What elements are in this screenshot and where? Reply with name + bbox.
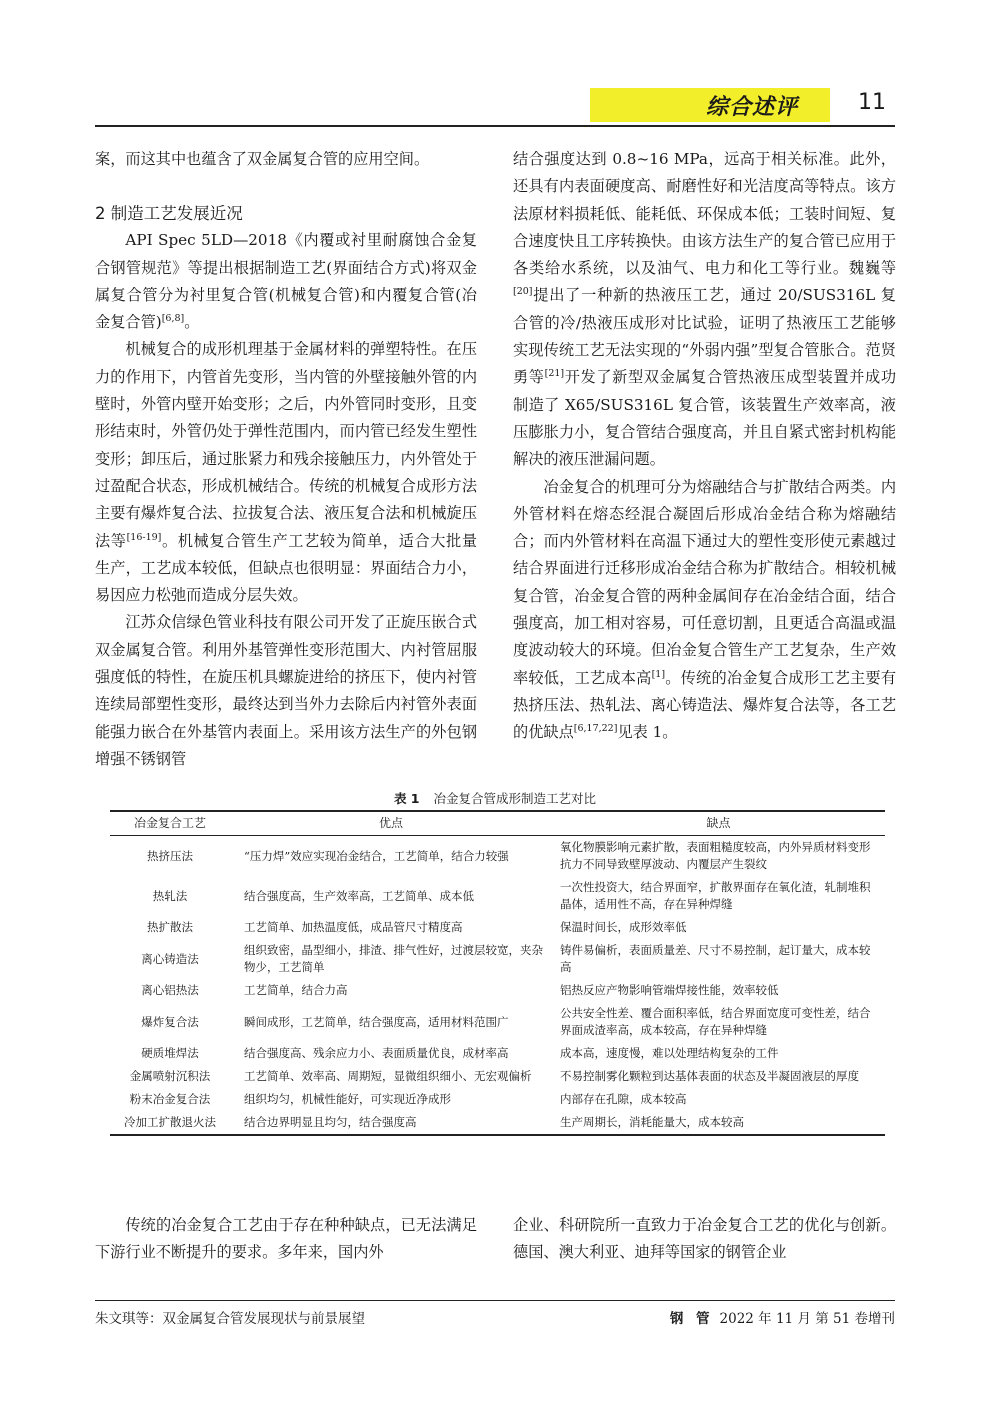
table-cell: 粉末冶金复合法 <box>129 1092 211 1106</box>
table-cell: 金属喷射沉积法 <box>129 1069 211 1083</box>
table-row <box>110 939 885 979</box>
paragraph: 企业、科研院所一直致力于冶金复合工艺的优化与创新。德国、澳大利亚、迪拜等国家的钢管企业 <box>513 1216 896 1262</box>
table-cell: 不易控制雾化颗粒到达基体表面的状态及半凝固液层的厚度 <box>560 1069 859 1083</box>
process-comparison-table <box>110 810 885 1136</box>
journal-info <box>670 1307 895 1327</box>
table-cell: 瞬间成形，工艺简单，结合强度高，适用材料范围广 <box>244 1014 509 1029</box>
table-title: 冶金复合管成形制造工艺对比 <box>433 791 597 806</box>
table-cell: 离心铝热法 <box>141 983 199 997</box>
table-row <box>110 916 885 939</box>
column-header: 冶金复合工艺 <box>110 811 230 836</box>
table-row <box>110 979 885 1002</box>
table-row <box>110 1042 885 1065</box>
table-cell: 热轧法 <box>152 888 188 903</box>
table-cell: 铝热反应产物影响管端焊接性能，效率较低 <box>560 983 779 997</box>
table-cell: 氧化物膜影响元素扩散，表面粗糙度较高，内外异质材料变形抗力不同导致壁厚波动、内覆层产生裂纹 <box>560 840 871 871</box>
table-row <box>110 1088 885 1111</box>
table-cell: 组织均匀，机械性能好，可实现近净成形 <box>244 1092 451 1106</box>
paragraph: 传统的冶金复合工艺由于存在种种缺点，已无法满足下游行业不断提升的要求。多年来，国内外 <box>95 1216 477 1262</box>
journal-name: 钢 管 <box>669 1311 714 1327</box>
table-cell: 一次性投资大，结合界面窄，扩散界面存在氧化渣，轧制堆积晶体，适用性不高，存在异种焊缝 <box>560 880 871 911</box>
table-cell: 结合边界明显且均匀，结合强度高 <box>230 1111 552 1135</box>
running-title: 朱文琪等：双金属复合管发展现状与前景展望 <box>95 1311 365 1327</box>
right-column <box>513 146 896 747</box>
table-cell: 公共安全性差、覆合面积率低，结合界面宽度可变性差，结合界面成渣率高，成本较高，存在异种焊缝 <box>560 1006 871 1037</box>
table-label: 表 1 <box>393 791 420 806</box>
table-cell: 热挤压法 <box>147 848 193 863</box>
header-rule <box>95 125 895 127</box>
citation[interactable]: [6,8] <box>161 313 185 325</box>
table-cell: 内部存在孔隙，成本较高 <box>560 1092 687 1106</box>
table-row <box>110 836 885 877</box>
footer-rule <box>95 1300 895 1301</box>
table-cell: 热扩散法 <box>147 920 193 934</box>
table-cell: 离心铸造法 <box>141 951 199 966</box>
paragraph: API Spec 5LD—2018《内覆或衬里耐腐蚀合金复合钢管规范》等提出根据制造工艺(界面结合方式)将双金属复合管分为衬里复合管(机械复合管)和内覆复合管(冶金复合管)[6,8]。 <box>95 231 477 332</box>
table-row <box>110 1002 885 1042</box>
table-cell: 爆炸复合法 <box>141 1014 199 1029</box>
citation[interactable]: [6,17,22] <box>573 723 618 735</box>
table-cell: 生产周期长，消耗能量大，成本较高 <box>552 1111 885 1135</box>
paragraph: 结合强度达到 0.8~16 MPa，远高于相关标准。此外，还具有内表面硬度高、耐磨性好和光洁度高等特点。该方法原材料损耗低、能耗低、环保成本低；工装时间短、复合速度快且工序转换快。由该方法生产的复合管已应用于各类给水系统，以及油气、电力和化工等行业。魏巍等[20]提出了一种新的热液压工艺，通过 20/SUS316L 复合管的冷/热液压成形对比试验，证明了热液压工艺能够实现传统工艺无法实现的“外弱内强”型复合管胀合。范贤勇等[21]开发了新型双金属复合管热液压成型装置并成功制造了 X65/SUS316L 复合管，该装置生产效率高，液压膨胀力小，复合管结合强度高，并且自紧式密封机构能解决的液压泄漏问题。 <box>513 150 897 469</box>
paragraph: 案，而这其中也蕴含了双金属复合管的应用空间。 <box>95 150 430 168</box>
table-cell: 成本高，速度慢，难以处理结构复杂的工件 <box>560 1046 779 1060</box>
table-row <box>110 1065 885 1088</box>
paragraph: 江苏众信绿色管业科技有限公司开发了正旋压嵌合式双金属复合管。利用外基管弹性变形范围大、内衬管屈服强度低的特性，在旋压机具螺旋进给的挤压下，使内衬管连续局部塑性变形，最终达到当外力去除后内衬管外表面能强力嵌合在外基管内表面上。采用该方法生产的外包钢增强不锈钢管 <box>95 613 477 768</box>
citation[interactable]: [16-19] <box>126 531 162 543</box>
table-cell: 结合强度高，生产效率高，工艺简单、成本低 <box>244 888 474 903</box>
table-cell: 组织致密，晶型细小，排渣、排气性好，过渡层较宽，夹杂物少，工艺简单 <box>244 943 543 974</box>
paragraph: 冶金复合的机理可分为熔融结合与扩散结合两类。内外管材料在熔态经混合凝固后形成冶金结合称为熔融结合；而内外管材料在高温下通过大的塑性变形使元素越过结合界面进行迁移形成冶金结合称为扩散结合。相较机械复合管，冶金复合管的两种金属间存在冶金结合面，结合强度高，加工相对容易，可任意切割，且更适合高温或温度波动较大的环境。但冶金复合管生产工艺复杂，生产效率较低，工艺成本高[1]。传统的冶金复合成形工艺主要有热挤压法、热轧法、离心铸造法、爆炸复合法等，各工艺的优缺点[6,17,22]见表 1。 <box>513 477 897 742</box>
table-cell: 工艺简单、加热温度低，成品管尺寸精度高 <box>244 920 463 934</box>
table-row <box>110 1111 885 1135</box>
table-cell: 保温时间长，成形效率低 <box>560 920 687 934</box>
section-title: 综合述评 <box>706 95 799 120</box>
citation[interactable]: [21] <box>544 368 565 380</box>
section-heading: 2 制造工艺发展近况 <box>95 204 243 224</box>
issue-info: 2022 年 11 月 第 51 卷增刊 <box>719 1311 895 1327</box>
table-cell: “压力焊”效应实现冶金结合，工艺简单，结合力较强 <box>244 848 509 863</box>
table-row <box>110 876 885 916</box>
table-cell: 结合强度高、残余应力小、表面质量优良，成材率高 <box>244 1046 509 1060</box>
table-cell: 工艺简单、效率高、周期短，显微组织细小、无宏观偏析 <box>244 1069 532 1083</box>
citation[interactable]: [20] <box>513 286 533 298</box>
column-header: 缺点 <box>552 811 885 836</box>
table-cell: 铸件易偏析，表面质量差、尺寸不易控制，起订量大，成本较高 <box>560 943 871 974</box>
page-number: 11 <box>858 90 886 115</box>
table-cell: 硬质堆焊法 <box>141 1046 199 1060</box>
paragraph: 机械复合的成形机理基于金属材料的弹塑特性。在压力的作用下，内管首先变形，当内管的外壁接触外管的内壁时，外管内壁开始变形；之后，内外管同时变形，且变形结束时，外管仍处于弹性范围内，而内管已经发生塑性变形；卸压后，通过胀紧力和残余接触压力，内外管处于过盈配合状态，形成机械结合。传统的机械复合成形方法主要有爆炸复合法、拉拔复合法、液压复合法和机械旋压法等[16-19]。机械复合管生产工艺较为简单，适合大批量生产，工艺成本较低，但缺点也很明显：界面结合力小，易因应力松弛而造成分层失效。 <box>95 340 477 605</box>
column-header: 优点 <box>230 811 552 836</box>
left-column <box>95 146 477 773</box>
table-cell: 工艺简单，结合力高 <box>244 983 348 997</box>
table-caption <box>95 789 895 807</box>
citation[interactable]: [1] <box>651 668 666 680</box>
table-cell: 冷加工扩散退火法 <box>110 1111 230 1135</box>
table-header-row <box>110 811 885 836</box>
